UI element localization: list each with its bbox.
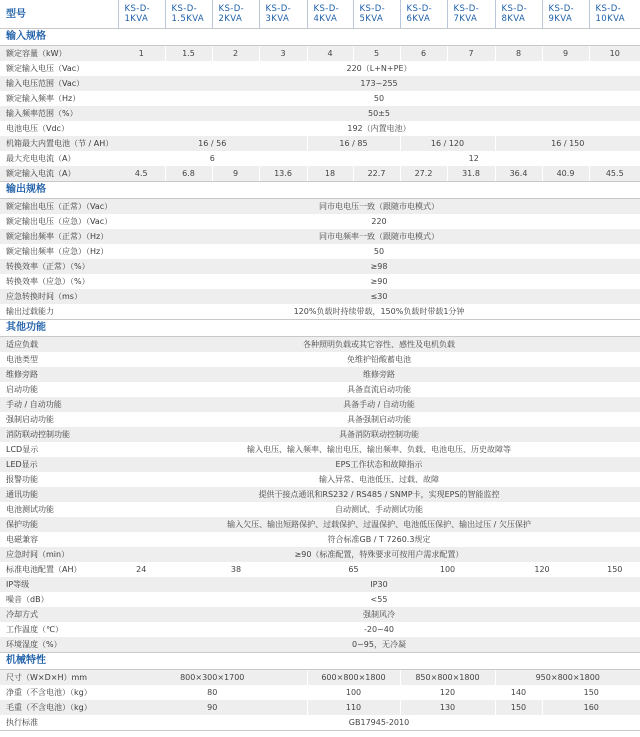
spec-value-cell: 5	[353, 46, 400, 62]
spec-value-cell: 自动测试、手动测试功能	[118, 502, 640, 517]
spec-value-cell: 提供干接点通讯和RS232 / RS485 / SNMP卡，实现EPS的智能监控	[118, 487, 640, 502]
spec-row	[0, 577, 640, 592]
spec-value-cell: 16 / 85	[307, 136, 400, 151]
model-name-rating: 6KVA	[406, 14, 431, 24]
spec-row-label: 启动功能	[0, 382, 118, 397]
spec-value-cell: 16 / 120	[400, 136, 495, 151]
spec-value-cell: 8	[495, 46, 542, 62]
spec-row-label: 适应负载	[0, 337, 118, 353]
spec-value-cell: 6.8	[165, 166, 212, 182]
section-title: 输入规格	[0, 29, 640, 46]
spec-value-cell: 具备消防联动控制功能	[118, 427, 640, 442]
spec-row-label: 执行标准	[0, 715, 118, 731]
spec-row-label: 保护功能	[0, 517, 118, 532]
spec-value-cell: 16 / 150	[495, 136, 640, 151]
spec-value-cell: 同市电电压一致（跟随市电模式）	[118, 199, 640, 215]
spec-row	[0, 46, 640, 62]
spec-value-cell: 具备直流启动功能	[118, 382, 640, 397]
spec-row	[0, 289, 640, 304]
spec-value-cell: 110	[307, 700, 400, 715]
spec-value-cell: -20~40	[118, 622, 640, 637]
spec-row	[0, 622, 640, 637]
spec-row-label: 噪音（dB）	[0, 592, 118, 607]
spec-value-cell: 120%负载时持续带载，150%负载时带载1分钟	[118, 304, 640, 320]
spec-row-label: 尺寸（W×D×H）mm	[0, 670, 118, 686]
spec-value-cell: 36.4	[495, 166, 542, 182]
spec-value-cell: 24	[118, 562, 165, 577]
spec-value-cell: 800×300×1700	[118, 670, 307, 686]
spec-row	[0, 76, 640, 91]
spec-row-label: 额定输出频率（正常）（Hz）	[0, 229, 118, 244]
spec-value-cell: ≥90（标准配置，特殊要求可按用户需求配置）	[118, 547, 640, 562]
spec-value-cell: 220	[118, 214, 640, 229]
spec-row	[0, 199, 640, 215]
spec-value-cell: IP30	[118, 577, 640, 592]
spec-row	[0, 151, 640, 166]
spec-row	[0, 547, 640, 562]
spec-row	[0, 532, 640, 547]
spec-row-label: 额定输入频率（Hz）	[0, 91, 118, 106]
model-header-cell	[400, 0, 447, 29]
model-name-rating: 3KVA	[265, 14, 290, 24]
model-header-cell	[447, 0, 495, 29]
spec-row-label: 手动 / 自动功能	[0, 397, 118, 412]
model-header-cell	[259, 0, 307, 29]
spec-value-cell: 9	[212, 166, 259, 182]
spec-value-cell: 3	[259, 46, 307, 62]
spec-row-label: 额定输出电压（正常）（Vac）	[0, 199, 118, 215]
spec-value-cell: 强制风冷	[118, 607, 640, 622]
model-header-label: 型号	[0, 0, 118, 29]
spec-row-label: 电池类型	[0, 352, 118, 367]
spec-value-cell: ≤30	[118, 289, 640, 304]
spec-value-cell: 1	[118, 46, 165, 62]
spec-row	[0, 700, 640, 715]
spec-row-label: 额定输入电流（A）	[0, 166, 118, 182]
spec-value-cell: 22.7	[353, 166, 400, 182]
spec-value-cell: 输入异常、电池低压、过载、故障	[118, 472, 640, 487]
spec-row	[0, 106, 640, 121]
spec-value-cell: EPS工作状态和故障指示	[118, 457, 640, 472]
spec-row	[0, 121, 640, 136]
spec-row-label: 机箱最大内置电池（节 / AH）	[0, 136, 118, 151]
spec-value-cell: 45.5	[589, 166, 640, 182]
spec-row	[0, 367, 640, 382]
model-name-rating: 10KVA	[595, 14, 625, 24]
spec-row	[0, 502, 640, 517]
spec-value-cell: 6	[400, 46, 447, 62]
spec-value-cell: 130	[400, 700, 495, 715]
spec-row-label: 输入频率范围（%）	[0, 106, 118, 121]
spec-value-cell: ≥98	[118, 259, 640, 274]
model-header-cell	[353, 0, 400, 29]
model-name-prefix: KS-D-	[595, 4, 622, 14]
spec-value-cell: 输入电压、输入频率、输出电压、输出频率、负载、电池电压、历史故障等	[118, 442, 640, 457]
spec-value-cell: 100	[400, 562, 495, 577]
spec-row-label: 电池测试功能	[0, 502, 118, 517]
spec-value-cell: 9	[542, 46, 589, 62]
model-name-prefix: KS-D-	[124, 4, 151, 14]
spec-row-label: 额定输出电压（应急）（Vac）	[0, 214, 118, 229]
spec-value-cell: 16 / 56	[118, 136, 307, 151]
spec-row	[0, 274, 640, 289]
spec-value-cell: 50	[118, 91, 640, 106]
spec-row	[0, 412, 640, 427]
spec-row-label: 净重（不含电池）（kg）	[0, 685, 118, 700]
spec-value-cell: 13.6	[259, 166, 307, 182]
spec-row-label: 应急转换时间（ms）	[0, 289, 118, 304]
spec-row	[0, 427, 640, 442]
model-header-cell	[589, 0, 640, 29]
spec-value-cell: 150	[589, 562, 640, 577]
model-name-rating: 8KVA	[501, 14, 526, 24]
spec-row	[0, 244, 640, 259]
spec-row-label: 电磁兼容	[0, 532, 118, 547]
spec-row	[0, 382, 640, 397]
section-header-row	[0, 320, 640, 337]
section-title: 输出规格	[0, 182, 640, 199]
spec-row-label: 维修旁路	[0, 367, 118, 382]
spec-row	[0, 517, 640, 532]
spec-value-cell: 120	[400, 685, 495, 700]
spec-row-label: 消防联动控制功能	[0, 427, 118, 442]
spec-row	[0, 670, 640, 686]
model-name-rating: 1KVA	[124, 14, 149, 24]
spec-row	[0, 442, 640, 457]
section-header-row	[0, 653, 640, 670]
spec-row-label: 工作温度（℃）	[0, 622, 118, 637]
section-title: 机械特性	[0, 653, 640, 670]
model-header-row	[0, 0, 640, 29]
spec-value-cell: 0~95，无冷凝	[118, 637, 640, 653]
spec-row-label: 额定输入电压（Vac）	[0, 61, 118, 76]
spec-row-label: LED显示	[0, 457, 118, 472]
model-name-prefix: KS-D-	[171, 4, 198, 14]
spec-row-label: 标准电池配置（AH）	[0, 562, 118, 577]
spec-value-cell: 4.5	[118, 166, 165, 182]
spec-value-cell: 各种照明负载或其它容性、感性及电机负载	[118, 337, 640, 353]
spec-row-label: 环境湿度（%）	[0, 637, 118, 653]
model-name-prefix: KS-D-	[548, 4, 575, 14]
spec-row	[0, 592, 640, 607]
spec-value-cell: 90	[118, 700, 307, 715]
spec-value-cell: 192（内置电池）	[118, 121, 640, 136]
section-header-row	[0, 182, 640, 199]
spec-value-cell: 65	[307, 562, 400, 577]
spec-value-cell: 850×800×1800	[400, 670, 495, 686]
spec-row-label: 电池电压（Vdc）	[0, 121, 118, 136]
spec-row	[0, 397, 640, 412]
spec-row	[0, 472, 640, 487]
model-name-rating: 2KVA	[218, 14, 243, 24]
spec-value-cell: 100	[307, 685, 400, 700]
spec-row	[0, 166, 640, 182]
spec-row-label: 通讯功能	[0, 487, 118, 502]
spec-row-label: 冷却方式	[0, 607, 118, 622]
spec-row-label: 最大充电电流（A）	[0, 151, 118, 166]
model-header-cell	[165, 0, 212, 29]
spec-value-cell: ≥90	[118, 274, 640, 289]
model-name-rating: 9KVA	[548, 14, 573, 24]
spec-row-label: 报警功能	[0, 472, 118, 487]
spec-row-label: 转换效率（应急）（%）	[0, 274, 118, 289]
spec-row	[0, 214, 640, 229]
spec-value-cell: 6	[118, 151, 307, 166]
spec-row-label: LCD显示	[0, 442, 118, 457]
spec-row-label: 转换效率（正常）（%）	[0, 259, 118, 274]
model-name-rating: 1.5KVA	[171, 14, 205, 24]
spec-value-cell: 符合标准GB / T 7260.3规定	[118, 532, 640, 547]
spec-value-cell: 12	[307, 151, 640, 166]
model-header-cell	[495, 0, 542, 29]
spec-value-cell: 140	[495, 685, 542, 700]
spec-row	[0, 229, 640, 244]
spec-value-cell: 220（L+N+PE）	[118, 61, 640, 76]
spec-row-label: 输出过载能力	[0, 304, 118, 320]
spec-row	[0, 487, 640, 502]
model-header-cell	[212, 0, 259, 29]
spec-value-cell: 维修旁路	[118, 367, 640, 382]
spec-value-cell: 120	[495, 562, 589, 577]
spec-value-cell: 173~255	[118, 76, 640, 91]
spec-row	[0, 637, 640, 653]
model-name-prefix: KS-D-	[453, 4, 480, 14]
spec-value-cell: 10	[589, 46, 640, 62]
spec-value-cell: <55	[118, 592, 640, 607]
spec-value-cell: GB17945-2010	[118, 715, 640, 731]
spec-value-cell: 50	[118, 244, 640, 259]
model-name-prefix: KS-D-	[359, 4, 386, 14]
model-name-prefix: KS-D-	[218, 4, 245, 14]
spec-row	[0, 91, 640, 106]
spec-value-cell: 150	[495, 700, 542, 715]
model-name-prefix: KS-D-	[313, 4, 340, 14]
spec-value-cell: 50±5	[118, 106, 640, 121]
model-header-cell	[542, 0, 589, 29]
spec-value-cell: 38	[165, 562, 307, 577]
spec-row	[0, 337, 640, 353]
spec-row	[0, 304, 640, 320]
spec-row	[0, 259, 640, 274]
spec-row	[0, 685, 640, 700]
spec-row	[0, 562, 640, 577]
spec-value-cell: 80	[118, 685, 307, 700]
spec-row	[0, 457, 640, 472]
spec-row-label: 强制启动功能	[0, 412, 118, 427]
model-name-rating: 4KVA	[313, 14, 338, 24]
model-header-cell	[118, 0, 165, 29]
section-title: 其他功能	[0, 320, 640, 337]
model-header-cell	[307, 0, 353, 29]
model-name-rating: 7KVA	[453, 14, 478, 24]
spec-value-cell: 27.2	[400, 166, 447, 182]
spec-value-cell: 7	[447, 46, 495, 62]
model-name-prefix: KS-D-	[265, 4, 292, 14]
spec-row	[0, 352, 640, 367]
spec-value-cell: 40.9	[542, 166, 589, 182]
spec-value-cell: 免维护铅酸蓄电池	[118, 352, 640, 367]
spec-value-cell: 具备强制启动功能	[118, 412, 640, 427]
spec-value-cell: 1.5	[165, 46, 212, 62]
spec-value-cell: 18	[307, 166, 353, 182]
spec-value-cell: 4	[307, 46, 353, 62]
spec-row	[0, 715, 640, 731]
spec-value-cell: 950×800×1800	[495, 670, 640, 686]
spec-value-cell: 31.8	[447, 166, 495, 182]
spec-value-cell: 同市电频率一致（跟随市电模式）	[118, 229, 640, 244]
spec-value-cell: 2	[212, 46, 259, 62]
spec-row	[0, 61, 640, 76]
model-name-rating: 5KVA	[359, 14, 384, 24]
model-name-prefix: KS-D-	[501, 4, 528, 14]
spec-row-label: 应急时间（min）	[0, 547, 118, 562]
spec-value-cell: 输入欠压、输出短路保护、过载保护、过温保护、电池低压保护、输出过压 / 欠压保护	[118, 517, 640, 532]
spec-row-label: 额定容量（kW）	[0, 46, 118, 62]
spec-row-label: IP等级	[0, 577, 118, 592]
spec-row-label: 输入电压范围（Vac）	[0, 76, 118, 91]
spec-value-cell: 具备手动 / 自动功能	[118, 397, 640, 412]
model-name-prefix: KS-D-	[406, 4, 433, 14]
spec-value-cell: 160	[542, 700, 640, 715]
spec-value-cell: 600×800×1800	[307, 670, 400, 686]
spec-value-cell: 150	[542, 685, 640, 700]
spec-row	[0, 607, 640, 622]
section-header-row	[0, 29, 640, 46]
spec-row	[0, 136, 640, 151]
spec-row-label: 额定输出频率（应急）（Hz）	[0, 244, 118, 259]
spec-row-label: 毛重（不含电池）（kg）	[0, 700, 118, 715]
